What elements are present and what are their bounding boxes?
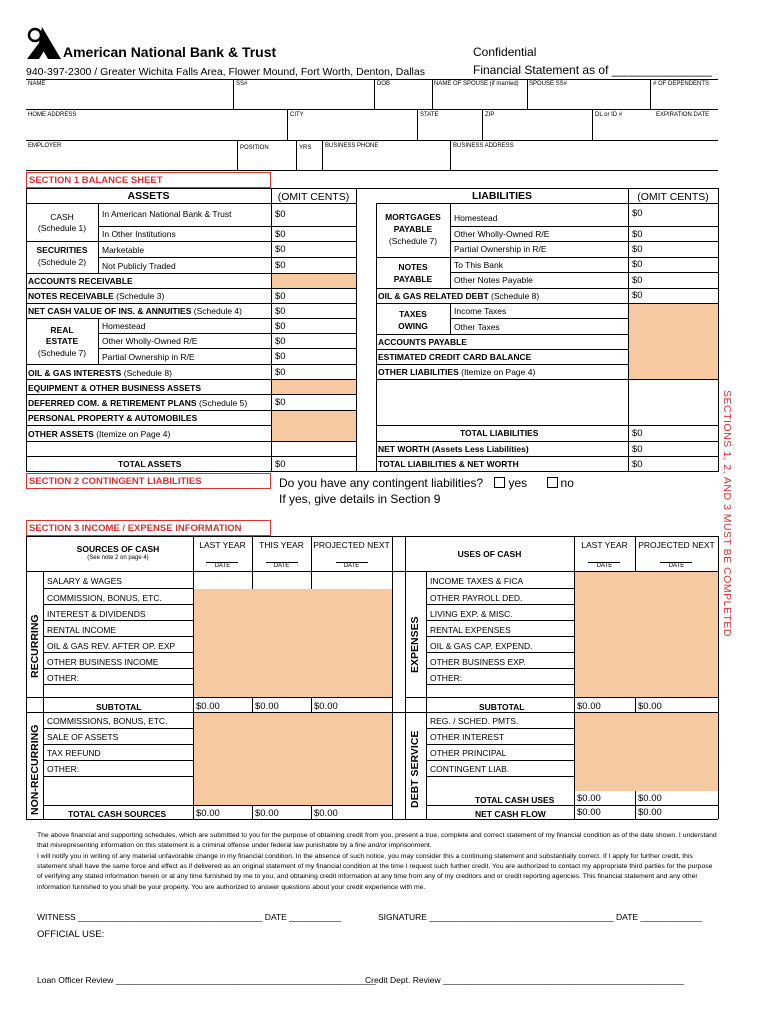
uses-of-cash-header: USES OF CASH (457, 549, 522, 559)
debt-row-sched-pmts: REG. / SCHED. PMTS. (430, 716, 519, 726)
expense-row-rental: RENTAL EXPENSES (430, 625, 511, 635)
asset-value[interactable]: $0 (275, 336, 286, 347)
yrs-field[interactable]: YRS (299, 145, 312, 151)
asset-value[interactable]: $0 (275, 306, 286, 317)
contingent-question: Do you have any contingent liabilities? yes no (279, 476, 574, 490)
income-subtotal-label: SUBTOTAL (96, 702, 142, 712)
total-assets-label: TOTAL ASSETS (118, 459, 182, 469)
accounts-receivable-input[interactable] (272, 274, 356, 288)
liabilities-omit-cents: (OMIT CENTS) (637, 191, 709, 203)
mortgage-row-wholly-owned: Other Wholly-Owned R/E (454, 229, 550, 239)
asset-value[interactable]: $0 (275, 367, 286, 378)
accounts-payable-label: ACCOUNTS PAYABLE (378, 337, 467, 347)
dependents-field[interactable]: # OF DEPENDENTS (653, 81, 710, 87)
personal-property-input[interactable] (272, 411, 356, 441)
estate-label: ESTATE (45, 336, 79, 346)
asset-value[interactable]: $0 (275, 397, 286, 408)
total-assets-value: $0 (275, 459, 286, 470)
sources-of-cash-header: SOURCES OF CASH (76, 544, 160, 554)
witness-line[interactable]: WITNESS _______________________________________ DATE ___________ (37, 912, 342, 922)
oil-gas-interests-label: OIL & GAS INTERESTS (Schedule 8) (28, 368, 172, 378)
ss-field[interactable]: SS# (236, 81, 248, 87)
total-liab-net-worth-label: TOTAL LIABILITIES & NET WORTH (378, 459, 519, 469)
oil-gas-debt-label: OIL & GAS RELATED DEBT (Schedule 8) (378, 291, 540, 301)
expense-row-income-taxes: INCOME TAXES & FICA (430, 576, 524, 586)
asset-value[interactable]: $0 (275, 209, 286, 220)
legal-paragraph-1: The above financial and supporting schedules, which are submitted to you for the purpose of obtaining credit from you, present a true, complete and correct statement of my financial condition as of the date shown. I understand that misrepresenting information on this statement is a criminal offense under federal law punishable by a fine and/or imprisonment. (37, 832, 717, 850)
real-label: REAL (50, 325, 74, 335)
securities-row-marketable: Marketable (102, 245, 145, 255)
bank-logo (26, 26, 62, 60)
securities-label: SECURITIES (36, 245, 88, 255)
liability-value[interactable]: $0 (632, 290, 643, 301)
income-subtotal-this: $0.00 (255, 701, 279, 712)
debt-service-inputs[interactable] (575, 713, 718, 791)
total-cash-sources-label: TOTAL CASH SOURCES (68, 809, 167, 819)
asset-value[interactable]: $0 (275, 351, 286, 362)
mortgages-schedule: (Schedule 7) (388, 236, 438, 246)
asset-value[interactable]: $0 (275, 244, 286, 255)
assets-omit-cents: (OMIT CENTS) (277, 191, 350, 203)
business-address-field[interactable]: BUSINESS ADDRESS (453, 143, 514, 149)
expense-subtotal-label: SUBTOTAL (479, 702, 525, 712)
net-worth-value: $0 (632, 444, 643, 455)
nonrec-row-commissions: COMMISSIONS, BONUS, ETC. (47, 716, 168, 726)
recurring-label: RECURRING (29, 614, 41, 678)
income-row-other: OTHER: (47, 673, 80, 683)
contact-line: 940-397-2300 / Greater Wichita Falls Area, Flower Mound, Fort Worth, Denton, Dallas (26, 66, 425, 78)
notes-row-this-bank: To This Bank (454, 260, 503, 270)
date-label: DATE (214, 563, 231, 569)
name-field[interactable]: NAME (28, 81, 46, 87)
notes-row-other: Other Notes Payable (454, 275, 533, 285)
section1-title: SECTION 1 BALANCE SHEET (29, 175, 163, 186)
debt-row-interest: OTHER INTEREST (430, 732, 505, 742)
mortgage-row-partial: Partial Ownership in R/E (454, 244, 547, 254)
total-sources-last: $0.00 (196, 808, 220, 819)
confidential-label: Confidential (473, 45, 537, 59)
city-field[interactable]: CITY (290, 112, 304, 118)
mortgage-row-homestead: Homestead (454, 213, 498, 223)
employer-field[interactable]: EMPLOYER (28, 143, 62, 149)
total-cash-uses-label: TOTAL CASH USES (475, 795, 555, 805)
signature-line[interactable]: SIGNATURE _______________________________________ DATE _____________ (378, 912, 702, 922)
re-row-homestead: Homestead (102, 321, 146, 331)
liability-value[interactable]: $0 (632, 244, 643, 255)
total-sources-projected: $0.00 (314, 808, 338, 819)
liability-value[interactable]: $0 (632, 208, 643, 219)
liability-value[interactable]: $0 (632, 259, 643, 270)
business-phone-field[interactable]: BUSINESS PHONE (325, 143, 379, 149)
net-worth-label: NET WORTH (Assets Less Liabilities) (378, 444, 529, 454)
mortgages-payable-label: PAYABLE (393, 224, 433, 234)
home-address-field[interactable]: HOME ADDRESS (28, 112, 77, 118)
income-row-rental: RENTAL INCOME (47, 625, 116, 635)
income-row-salary: SALARY & WAGES (47, 576, 122, 586)
date-label: DATE (668, 563, 685, 569)
legal-paragraph-2: I will notify you in writing of any material unfavorable change in my financial condition. In the absence of such notice, you may consider this a continuing statement and substantially correct. If I apply for further credit, this statement shall have the same force and effect as if delivered as an original statement of my financial condition at the time I request such further credit. You are authorized to contact my appropriate third parties for the purpose of verifying any stated information herein or at any time furnished by me to you, and obtaining credit information at any time from any of my creditors and or credit reporting agencies. This financial statement and any other information furnished to you shall be your property. You are authorized to answer questions about your credit experience with me. (37, 853, 713, 891)
personal-property-label: PERSONAL PROPERTY & AUTOMOBILES (28, 413, 198, 423)
loan-officer-review-line[interactable]: Loan Officer Review _______________________________________________________ (37, 975, 376, 985)
income-projected-header: PROJECTED NEXT (313, 540, 390, 550)
equipment-input[interactable] (272, 380, 356, 394)
expenses-label: EXPENSES (409, 616, 421, 673)
credit-dept-review-line[interactable]: Credit Dept. Review ___________________________________________________ (365, 975, 685, 985)
net-cash-flow-label: NET CASH FLOW (475, 809, 546, 819)
taxes-row-other: Other Taxes (454, 322, 500, 332)
expense-row-other-business: OTHER BUSINESS EXP. (430, 657, 526, 667)
nonrec-row-other: OTHER: (47, 764, 80, 774)
dob-field[interactable]: DOB (377, 81, 391, 87)
nonrec-row-sale-assets: SALE OF ASSETS (47, 732, 119, 742)
debt-row-contingent: CONTINGENT LIAB. (430, 764, 510, 774)
expense-row-payroll: OTHER PAYROLL DED. (430, 593, 523, 603)
re-row-partial: Partial Ownership in R/E (102, 352, 195, 362)
official-use-label: OFFICIAL USE: (37, 929, 105, 940)
expiration-field[interactable]: EXPIRATION DATE (656, 112, 710, 118)
asset-value[interactable]: $0 (275, 229, 286, 240)
nonrec-row-tax-refund: TAX REFUND (47, 748, 101, 758)
debt-row-principal: OTHER PRINCIPAL (430, 748, 507, 758)
securities-schedule: (Schedule 2) (37, 257, 87, 267)
deferred-label: DEFERRED COM. & RETIREMENT PLANS (Schedule 5) (28, 398, 248, 408)
date-label: DATE (343, 563, 360, 569)
notes-label: NOTES (398, 262, 428, 272)
income-last-year-header: LAST YEAR (199, 540, 246, 550)
mortgages-label: MORTGAGES (385, 212, 441, 222)
cash-row-anb: In American National Bank & Trust (102, 209, 232, 219)
taxes-payable-input[interactable] (629, 304, 718, 379)
owing-label: OWING (398, 321, 428, 331)
income-subtotal-last: $0.00 (196, 701, 220, 712)
net-cash-flow-last: $0.00 (577, 807, 601, 818)
zip-field[interactable]: ZIP (485, 112, 495, 118)
expense-row-other: OTHER: (430, 673, 463, 683)
income-row-other-business: OTHER BUSINESS INCOME (47, 657, 159, 667)
total-uses-last: $0.00 (577, 793, 601, 804)
assets-header: ASSETS (127, 190, 170, 202)
expense-subtotal-projected: $0.00 (638, 701, 662, 712)
no-checkbox[interactable]: no (547, 476, 574, 490)
debt-service-label: DEBT SERVICE (409, 730, 421, 808)
liabilities-header: LIABILITIES (471, 190, 533, 202)
expense-last-year-header: LAST YEAR (581, 540, 628, 550)
asset-value[interactable]: $0 (275, 291, 286, 302)
credit-card-label: ESTIMATED CREDIT CARD BALANCE (378, 352, 532, 362)
spouse-name-field[interactable]: NAME OF SPOUSE (if married) (434, 81, 519, 87)
position-field[interactable]: POSITION (240, 145, 269, 151)
income-subtotal-projected: $0.00 (314, 701, 338, 712)
date-label: DATE (273, 563, 290, 569)
section3-title: SECTION 3 INCOME / EXPENSE INFORMATION (29, 523, 242, 534)
cash-label: CASH (50, 212, 74, 222)
cash-schedule: (Schedule 1) (37, 223, 87, 233)
income-row-commission: COMMISSION, BONUS, ETC. (47, 593, 162, 603)
income-this-year-header: THIS YEAR (259, 540, 304, 550)
total-liab-net-worth-value: $0 (632, 459, 643, 470)
contingent-details-note: If yes, give details in Section 9 (279, 492, 441, 506)
notes-payable-label: PAYABLE (393, 274, 433, 284)
total-uses-projected: $0.00 (638, 793, 662, 804)
net-cash-value-label: NET CASH VALUE OF INS. & ANNUITIES (Schedule 4) (28, 306, 242, 316)
expense-projected-header: PROJECTED NEXT (638, 540, 715, 550)
dl-field[interactable]: DL or ID # (595, 112, 623, 118)
asset-value[interactable]: $0 (275, 260, 286, 271)
income-row-interest: INTEREST & DIVIDENDS (47, 609, 146, 619)
real-estate-schedule: (Schedule 7) (37, 348, 87, 358)
taxes-row-income: Income Taxes (454, 306, 507, 316)
bank-name: American National Bank & Trust (63, 44, 277, 60)
other-assets-label: OTHER ASSETS (Itemize on Page 4) (28, 429, 171, 439)
total-sources-this: $0.00 (255, 808, 279, 819)
statement-date-field[interactable]: Financial Statement as of _______________ (473, 63, 712, 77)
sections-required-note: SECTIONS 1, 2, AND 3 MUST BE COMPLETED (721, 390, 733, 637)
equipment-label: EQUIPMENT & OTHER BUSINESS ASSETS (28, 383, 202, 393)
expense-subtotal-last: $0.00 (577, 701, 601, 712)
accounts-receivable-label: ACCOUNTS RECEIVABLE (28, 276, 133, 286)
spouse-ss-field[interactable]: SPOUSE SS# (529, 81, 568, 87)
nonrecurring-income-inputs[interactable] (194, 713, 392, 805)
section2-title: SECTION 2 CONTINGENT LIABILITIES (29, 476, 202, 487)
yes-checkbox[interactable]: yes (494, 476, 527, 490)
sources-note: (See note 2 on page 4) (87, 555, 149, 561)
liability-value[interactable]: $0 (632, 275, 643, 286)
expense-inputs[interactable] (575, 572, 718, 697)
total-liabilities-label: TOTAL LIABILITIES (460, 428, 539, 438)
cash-row-other: In Other Institutions (102, 229, 176, 239)
other-liabilities-label: OTHER LIABILITIES (Itemize on Page 4) (378, 367, 536, 377)
total-liabilities-value: $0 (632, 428, 643, 439)
taxes-label: TAXES (399, 309, 427, 319)
securities-row-not-public: Not Publicly Traded (102, 261, 176, 271)
state-field[interactable]: STATE (420, 112, 439, 118)
expense-row-living: LIVING EXP. & MISC. (430, 609, 513, 619)
notes-receivable-label: NOTES RECEIVABLE (Schedule 3) (28, 291, 165, 301)
liability-value[interactable]: $0 (632, 229, 643, 240)
income-row-oil-gas: OIL & GAS REV. AFTER OP. EXP (47, 641, 176, 651)
recurring-income-inputs[interactable] (194, 589, 392, 697)
date-label: DATE (596, 563, 613, 569)
non-recurring-label: NON-RECURRING (29, 724, 41, 815)
expense-row-oil-gas: OIL & GAS CAP. EXPEND. (430, 641, 533, 651)
asset-value[interactable]: $0 (275, 321, 286, 332)
re-row-wholly-owned: Other Wholly-Owned R/E (102, 336, 198, 346)
net-cash-flow-projected: $0.00 (638, 807, 662, 818)
